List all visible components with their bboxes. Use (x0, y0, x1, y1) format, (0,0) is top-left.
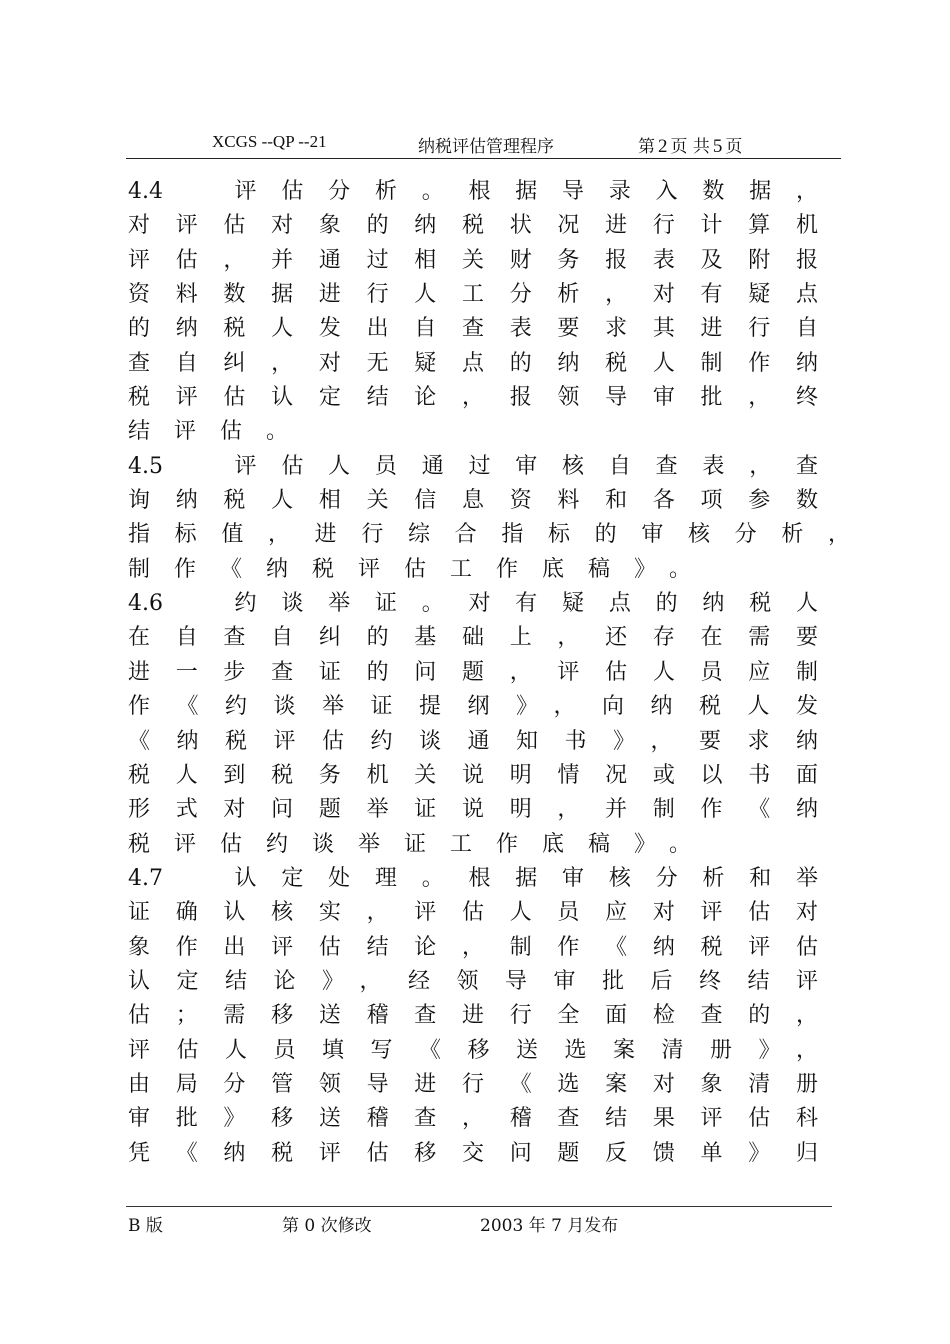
page-indicator (638, 132, 742, 156)
text-line: 作《约谈举证提纲》，向纳税人发 (128, 694, 818, 720)
text-line: 指标值，进行综合指标的审核分析， (128, 522, 850, 548)
text-line: 制作《纳税评估工作底稿》。 (128, 556, 716, 582)
text-line: 4.7 认定处理。根据审核分析和举 (128, 865, 818, 891)
footer-revision: 第 0 次修改 (282, 1216, 372, 1236)
text-line: 的纳税人发出自查表要求其进行自 (128, 316, 818, 342)
text-line: 4.5 评估人员通过审核自查表，查 (128, 453, 818, 479)
text-line: 审批》移送稽查，稽查结果评估科 (128, 1106, 818, 1132)
text-line: 象作出评估结论，制作《纳税评估 (128, 934, 818, 960)
footer-version: B 版 (128, 1216, 163, 1236)
doc-code: XCGS --QP --21 (212, 132, 327, 151)
page-current: 2 (658, 136, 668, 157)
text-line: 对评估对象的纳税状况进行计算机 (128, 213, 818, 239)
text-line: 在自查自纠的基础上，还存在需要 (128, 625, 818, 651)
text-line: 评估，并通过相关财务报表及附报 (128, 247, 818, 273)
text-line: 《纳税评估约谈通知书》，要求纳 (128, 728, 818, 754)
text-line: 税评估认定结论，报领导审批，终 (128, 385, 818, 411)
text-line: 询纳税人相关信息资料和各项参数 (128, 488, 818, 514)
text-line: 估；需移送稽查进行全面检查的， (128, 1003, 818, 1029)
footer-rule (126, 1206, 832, 1207)
text-line: 凭《纳税评估移交问题反馈单》归 (128, 1140, 818, 1166)
page-suffix: 页 (725, 137, 743, 157)
text-line: 进一步查证的问题，评估人员应制 (128, 659, 818, 685)
text-line: 税评估约谈举证工作底稿》。 (128, 831, 716, 857)
text-line: 资料数据进行人工分析，对有疑点 (128, 282, 818, 308)
text-line: 由局分管领导进行《选案对象清册 (128, 1071, 818, 1097)
document-body (128, 175, 850, 1171)
text-line: 4.4 评估分析。根据导录入数据， (128, 179, 818, 204)
text-line: 认定结论》，经领导审批后终结评 (128, 968, 818, 994)
text-line: 形式对问题举证说明，并制作《纳 (128, 797, 818, 823)
text-line: 证确认核实，评估人员应对评估对 (128, 900, 818, 926)
doc-title: 纳税评估管理程序 (418, 137, 554, 157)
text-line: 评估人员填写《移送选案清册》， (128, 1037, 818, 1063)
text-line: 税人到税务机关说明情况或以书面 (128, 762, 818, 788)
page-total: 5 (712, 136, 723, 157)
page-mid: 页 共 (670, 137, 710, 157)
text-line: 4.6 约谈举证。对有疑点的纳税人 (128, 591, 818, 617)
text-line: 查自纠，对无疑点的纳税人制作纳 (128, 350, 818, 376)
footer-release-date: 2003 年 7 月发布 (480, 1216, 619, 1236)
header-rule (126, 158, 841, 159)
page-prefix: 第 (638, 137, 655, 157)
text-line: 结评估。 (128, 419, 313, 445)
